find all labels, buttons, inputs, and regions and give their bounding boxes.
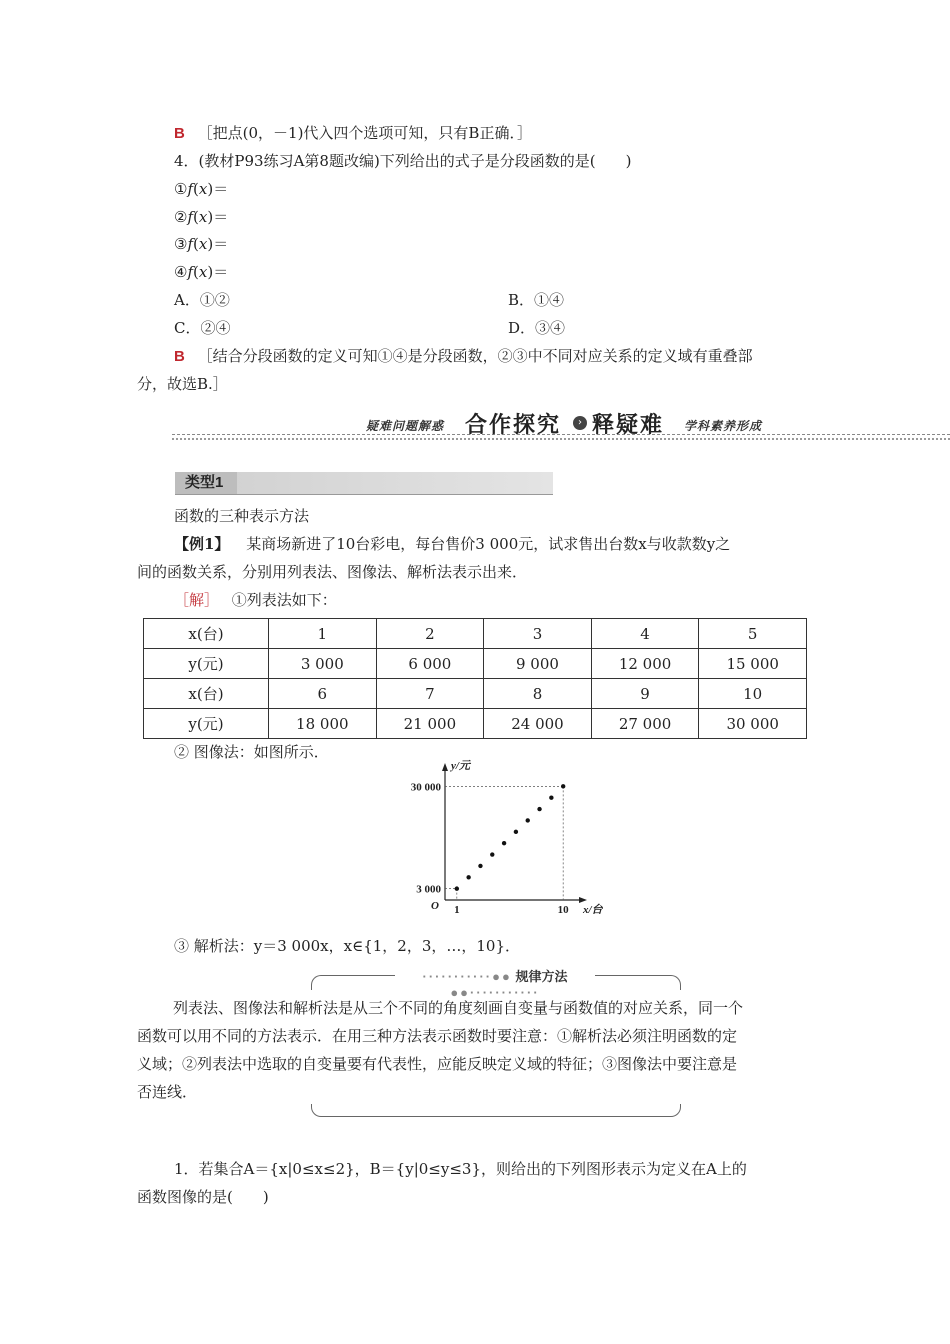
data-point — [502, 841, 506, 845]
y-axis-arrow — [442, 763, 448, 771]
banner-center-a: 合作探究 — [465, 412, 562, 437]
x-axis-label: x/台 — [583, 904, 603, 916]
rule-title-text: 规律方法 — [515, 969, 568, 984]
exercise-line-1: 1．若集合A＝{x|0≤x≤2}，B＝{y|0≤y≤3}，则给出的下列图形表示为定义在A上的 — [174, 1160, 747, 1178]
data-point — [526, 818, 530, 822]
table-header-cell: y(元) — [144, 649, 269, 679]
data-point — [561, 784, 565, 788]
q4-option-b: B．①④ — [508, 291, 565, 309]
table-cell: 1 — [269, 619, 377, 649]
table-row — [144, 679, 807, 709]
solution-line — [174, 589, 337, 611]
data-point — [549, 796, 553, 800]
table-cell: 6 — [269, 679, 377, 709]
q4-explanation-2: 分，故选B.］ — [137, 375, 228, 393]
table-cell: 27 000 — [591, 709, 699, 739]
rule-line-2: 函数可以用不同的方法表示．在用三种方法表示函数时要注意：①解析法必须注明函数的定 — [137, 1027, 738, 1045]
example-line-1 — [174, 533, 730, 555]
type-tag: 类型1 — [175, 472, 237, 494]
q4-stem: 4．(教材P93练习A第8题改编)下列给出的式子是分段函数的是( ) — [174, 152, 632, 170]
table-row — [144, 619, 807, 649]
q4-explanation-1: ［结合分段函数的定义可知①④是分段函数，②③中不同对应关系的定义域有重叠部 — [197, 347, 753, 365]
table-cell: 4 — [591, 619, 699, 649]
table-header-cell: x(台) — [144, 619, 269, 649]
value-table — [143, 618, 807, 739]
rule-paragraph — [137, 994, 817, 1106]
q3-answer-line — [174, 122, 532, 145]
q4-item-3: ③f(x)＝ — [174, 235, 229, 253]
table-header-cell: x(台) — [144, 679, 269, 709]
x-axis-arrow — [579, 897, 587, 903]
table-row — [144, 709, 807, 739]
rule-line-1: 列表法、图像法和解析法是从三个不同的角度刻画自变量与函数值的对应关系，同一个 — [173, 999, 744, 1017]
method1-text: ①列表法如下： — [231, 591, 337, 609]
rule-box-bottom — [311, 1104, 681, 1117]
y-tick-label: 3 000 — [416, 883, 441, 896]
example-text-2: 间的函数关系，分别用列表法、图像法、解析法表示出来． — [137, 563, 528, 581]
table-cell: 8 — [484, 679, 592, 709]
banner-arrow-icon: › — [573, 416, 587, 430]
banner-left-text: 疑难问题解惑 — [366, 419, 445, 433]
method2-text: ② 图像法：如图所示． — [174, 743, 329, 761]
table-cell: 5 — [699, 619, 807, 649]
q3-answer: B — [174, 125, 185, 142]
q4-answer-line — [174, 345, 753, 368]
x-tick-label: 1 — [454, 904, 460, 916]
q4-option-d: D．③④ — [508, 319, 566, 337]
table-header-cell: y(元) — [144, 709, 269, 739]
example-label: 【例1】 — [174, 535, 230, 553]
y-axis-label: y/元 — [451, 760, 470, 772]
example-text-1: 某商场新进了10台彩电，每台售价3 000元，试求售出台数x与收款数y之 — [246, 535, 731, 553]
table-cell: 9 — [591, 679, 699, 709]
table-cell: 3 — [484, 619, 592, 649]
table-cell: 6 000 — [376, 649, 484, 679]
rule-line-3: 义域；②列表法中选取的自变量要有代表性，应能反映定义域的特征；③图像法中要注意是 — [137, 1055, 738, 1073]
rule-dots-left: ···········●● — [422, 969, 512, 984]
q4-item-4: ④f(x)＝ — [174, 263, 229, 281]
scatter-chart — [395, 760, 603, 920]
data-point — [490, 852, 494, 856]
q4-option-c: C．②④ — [174, 319, 231, 337]
table-cell: 24 000 — [484, 709, 592, 739]
banner-center-b: 释疑难 — [592, 412, 665, 437]
q4-item-2: ②f(x)＝ — [174, 208, 229, 226]
table-cell: 18 000 — [269, 709, 377, 739]
origin-label: O — [431, 900, 439, 912]
data-point — [455, 886, 459, 890]
table-cell: 10 — [699, 679, 807, 709]
rule-dots-right: ●●··········· — [450, 985, 540, 1000]
data-point — [537, 807, 541, 811]
q4-answer: B — [174, 348, 185, 365]
table-cell: 3 000 — [269, 649, 377, 679]
table-row — [144, 649, 807, 679]
x-tick-label: 10 — [557, 904, 569, 916]
table-cell: 9 000 — [484, 649, 592, 679]
type-title: 函数的三种表示方法 — [174, 507, 310, 525]
exercise-line-2: 函数图像的是( ) — [137, 1188, 269, 1206]
q4-option-a: A．①② — [174, 291, 230, 309]
q3-explanation: ［把点(0，－1)代入四个选项可知，只有B正确．］ — [197, 124, 532, 142]
solution-label: ［解］ — [174, 591, 220, 609]
method3-text: ③ 解析法：y＝3 000x，x∈{1，2，3，…，10}． — [174, 937, 521, 955]
data-point — [514, 830, 518, 834]
data-point — [466, 875, 470, 879]
rule-line-4: 否连线． — [137, 1083, 198, 1101]
data-point — [478, 864, 482, 868]
table-cell: 2 — [376, 619, 484, 649]
banner-right-text: 学科素养形成 — [684, 419, 763, 433]
table-cell: 12 000 — [591, 649, 699, 679]
table-cell: 21 000 — [376, 709, 484, 739]
q4-item-1: ①f(x)＝ — [174, 180, 229, 198]
table-cell: 30 000 — [699, 709, 807, 739]
y-tick-label: 30 000 — [410, 781, 441, 794]
table-cell: 15 000 — [699, 649, 807, 679]
table-cell: 7 — [376, 679, 484, 709]
